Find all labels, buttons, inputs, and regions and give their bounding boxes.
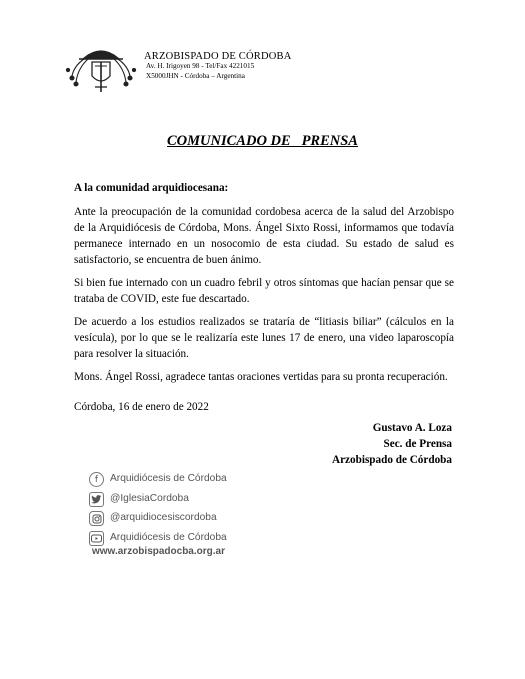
facebook-glyph: f (94, 474, 99, 485)
date-line: Córdoba, 16 de enero de 2022 (74, 401, 209, 413)
org-name: ARZOBISPADO DE CÓRDOBA (144, 51, 292, 62)
social-youtube-label: Arquidiócesis de Córdoba (110, 531, 227, 543)
letterhead-text (144, 51, 292, 81)
youtube-icon (89, 531, 104, 546)
page-title: COMUNICADO DE PRENSA (167, 133, 358, 149)
signer-name: Gustavo A. Loza (372, 422, 452, 434)
twitter-icon (89, 492, 104, 507)
address-line-1: Av. H. Irigoyen 98 - Tel/Fax 4221015 (146, 62, 255, 70)
paragraph-2: Si bien fue internado con un cuadro febril y otros síntomas que hacían pensar que se trataba de COVID, este fue descartado. (74, 277, 454, 305)
instagram-icon (89, 511, 104, 526)
signer-org: Arzobispado de Córdoba (332, 454, 452, 466)
letter-body (74, 180, 454, 392)
signer-role: Sec. de Prensa (383, 438, 452, 450)
signature-block (332, 420, 452, 468)
address-line-2: X5000JHN - Córdoba – Argentina (146, 71, 245, 80)
paragraph-3: De acuerdo a los estudios realizados se trataría de “litiasis biliar” (cálculos en la vesícula), por lo que se le realizaría este lunes 17 de enero, una video laparoscopía para resolver la situación. (74, 316, 454, 360)
social-instagram-label: @arquidiocesiscordoba (110, 512, 217, 523)
facebook-icon (89, 472, 104, 487)
paragraph-4: Mons. Ángel Rossi, agradece tantas oraciones vertidas para su pronta recuperación. (74, 371, 448, 383)
salutation: A la comunidad arquidiocesana: (74, 182, 229, 194)
website-link[interactable]: www.arzobispadocba.org.ar (92, 546, 225, 557)
paragraph-1: Ante la preocupación de la comunidad cordobesa acerca de la salud del Arzobispo de la Arquidiócesis de Córdoba, Mons. Ángel Sixto Rossi, informamos que todavía permanece internado en un nosocomio de esta ciudad. Su estado de salud es satisfactorio, se encuentra de buen ánimo. (74, 206, 454, 266)
social-facebook-label: Arquidiócesis de Córdoba (110, 473, 227, 484)
letterhead (62, 40, 362, 100)
archdiocese-seal-icon (62, 40, 140, 96)
social-twitter-label: @IglesiaCordoba (110, 492, 189, 504)
